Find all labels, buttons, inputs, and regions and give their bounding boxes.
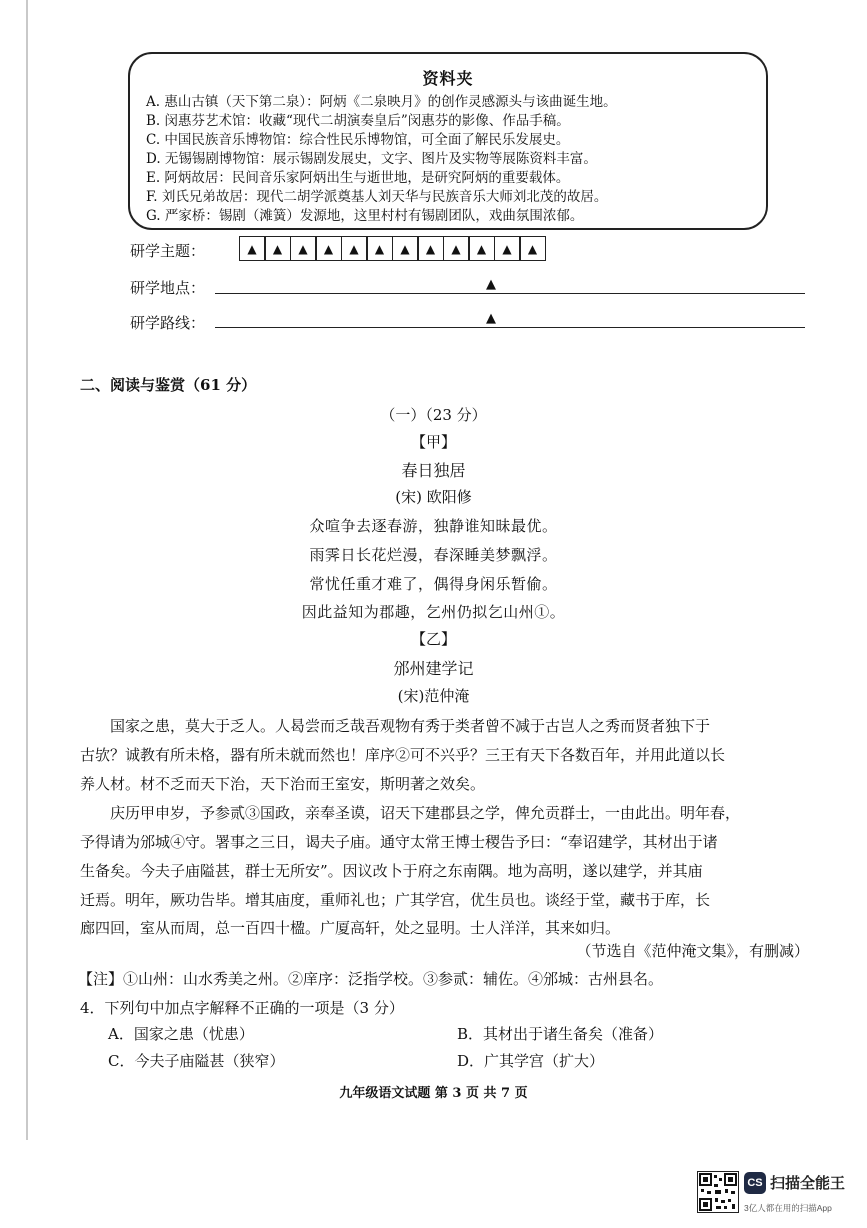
part-title: （一）（23 分） — [380, 406, 487, 424]
site-marker: ▲ — [486, 277, 496, 292]
annotations-note: 【注】①山州：山水秀美之州。②庠序：泛指学校。③参贰：辅佐。④邠城：古州县名。 — [78, 970, 664, 988]
theme-box[interactable]: ▲ — [417, 236, 444, 261]
theme-box[interactable]: ▲ — [341, 236, 368, 261]
option-d[interactable]: D．广其学宫（扩大） — [457, 1052, 605, 1070]
info-item-e: E. 阿炳故居：民间音乐家阿炳出生与逝世地，是研究阿炳的重要载体。 — [146, 170, 570, 186]
camscanner-logo: CS — [744, 1172, 766, 1194]
page-edge-shadow — [26, 0, 28, 1140]
page-footer: 九年级语文试题 第 3 页 共 7 页 — [339, 1086, 528, 1101]
route-answer-line[interactable] — [215, 327, 805, 328]
route-marker: ▲ — [486, 311, 496, 326]
theme-box[interactable]: ▲ — [239, 236, 266, 261]
option-a[interactable]: A．国家之患（忧患） — [108, 1025, 254, 1043]
info-box-title: 资料夹 — [422, 69, 474, 88]
theme-box[interactable]: ▲ — [290, 236, 317, 261]
theme-box[interactable]: ▲ — [468, 236, 495, 261]
theme-box[interactable]: ▲ — [366, 236, 393, 261]
info-item-g: G. 严家桥：锡剧（滩簧）发源地，这里村村有锡剧团队，戏曲氛围浓郁。 — [146, 208, 584, 224]
site-label: 研学地点： — [130, 279, 206, 297]
text-b-title: 邠州建学记 — [393, 659, 474, 678]
qr-code-icon — [697, 1171, 739, 1213]
poem-line: 众喧争去逐春游，独静谁知昧最优。 — [309, 517, 558, 535]
poem-line: 雨霁日长花烂漫，春深睡美梦飘浮。 — [309, 546, 558, 564]
poem-a-title: 春日独居 — [401, 461, 466, 480]
site-answer-line[interactable] — [215, 293, 805, 294]
text-b-line: 国家之患，莫大于乏人。人曷尝而乏哉吾观物有秀于类者曾不减于古岂人之秀而贤者独下于 — [110, 717, 711, 735]
camscanner-name: 扫描全能王 — [770, 1175, 846, 1192]
theme-box[interactable]: ▲ — [519, 236, 546, 261]
poem-line: 常忧任重才难了，偶得身闲乐暂偷。 — [309, 575, 558, 593]
theme-box[interactable]: ▲ — [264, 236, 291, 261]
text-b-line: 廊四回，室从而周，总一百四十楹。广厦高轩，处之显明。士人洋洋，其来如归。 — [80, 919, 621, 937]
theme-label: 研学主题： — [130, 242, 206, 260]
option-c[interactable]: C．今夫子庙隘甚（狭窄） — [108, 1052, 285, 1070]
route-label: 研学路线： — [130, 314, 206, 332]
text-b-line: 予得请为邠城④守。署事之三日，谒夫子庙。通守太常王博士稷告予曰：“奉诏建学，其材出于诸 — [80, 833, 718, 851]
text-b-tag: 【乙】 — [410, 630, 456, 648]
theme-box[interactable]: ▲ — [392, 236, 419, 261]
info-item-a: A. 惠山古镇（天下第二泉）：阿炳《二泉映月》的创作灵感源头与该曲诞生地。 — [146, 94, 617, 110]
section-heading: 二、阅读与鉴赏（61 分） — [80, 376, 257, 394]
text-b-line: 养人材。材不乏而天下治，天下治而王室安，斯明著之效矣。 — [80, 775, 486, 793]
poem-a-author: (宋) 欧阳修 — [395, 488, 472, 506]
info-item-f: F. 刘氏兄弟故居：现代二胡学派奠基人刘天华与民族音乐大师刘北茂的故居。 — [146, 189, 608, 205]
text-b-source: （节选自《范仲淹文集》，有删减） — [576, 942, 809, 960]
poem-line: 因此益知为郡趣，乞州仍拟乞山州①。 — [301, 603, 566, 621]
info-item-c: C. 中国民族音乐博物馆：综合性民乐博物馆，可全面了解民乐发展史。 — [146, 132, 570, 148]
info-item-d: D. 无锡锡剧博物馆：展示锡剧发展史，文字、图片及实物等展陈资料丰富。 — [146, 151, 597, 167]
info-item-b: B. 闵惠芬艺术馆：收藏“现代二胡演奏皇后”闵惠芬的影像、作品手稿。 — [146, 113, 570, 129]
theme-box[interactable]: ▲ — [443, 236, 470, 261]
text-b-line: 生备矣。今夫子庙隘甚，群士无所安”。因议改卜于府之东南隅。地为高明，遂以建学，并其庙 — [80, 862, 703, 880]
option-b[interactable]: B．其材出于诸生备矣（准备） — [457, 1025, 664, 1043]
info-box — [128, 52, 768, 230]
text-b-line: 古欤？诚教有所未格，器有所未就而然也！庠序②可不兴乎？三王有天下各数百年，并用此道以长 — [80, 746, 726, 764]
theme-box[interactable]: ▲ — [494, 236, 521, 261]
poem-a-tag: 【甲】 — [410, 433, 456, 451]
camscanner-tagline: 3亿人都在用的扫描App — [744, 1203, 832, 1213]
text-b-line: 庆历甲申岁，予参贰③国政，亲奉圣谟，诏天下建郡县之学，俾允贡群士，一由此出。明年春， — [110, 804, 741, 822]
text-b-line: 迁焉。明年，厥功告毕。增其庙度，重师礼也；广其学宫，优生员也。谈经于堂，藏书于库，长 — [80, 891, 711, 909]
text-b-author: (宋)范仲淹 — [397, 687, 470, 705]
question-4-stem: 4．下列句中加点字解释不正确的一项是（3 分） — [80, 999, 404, 1017]
theme-answer-boxes[interactable] — [240, 236, 546, 261]
theme-box[interactable]: ▲ — [315, 236, 342, 261]
